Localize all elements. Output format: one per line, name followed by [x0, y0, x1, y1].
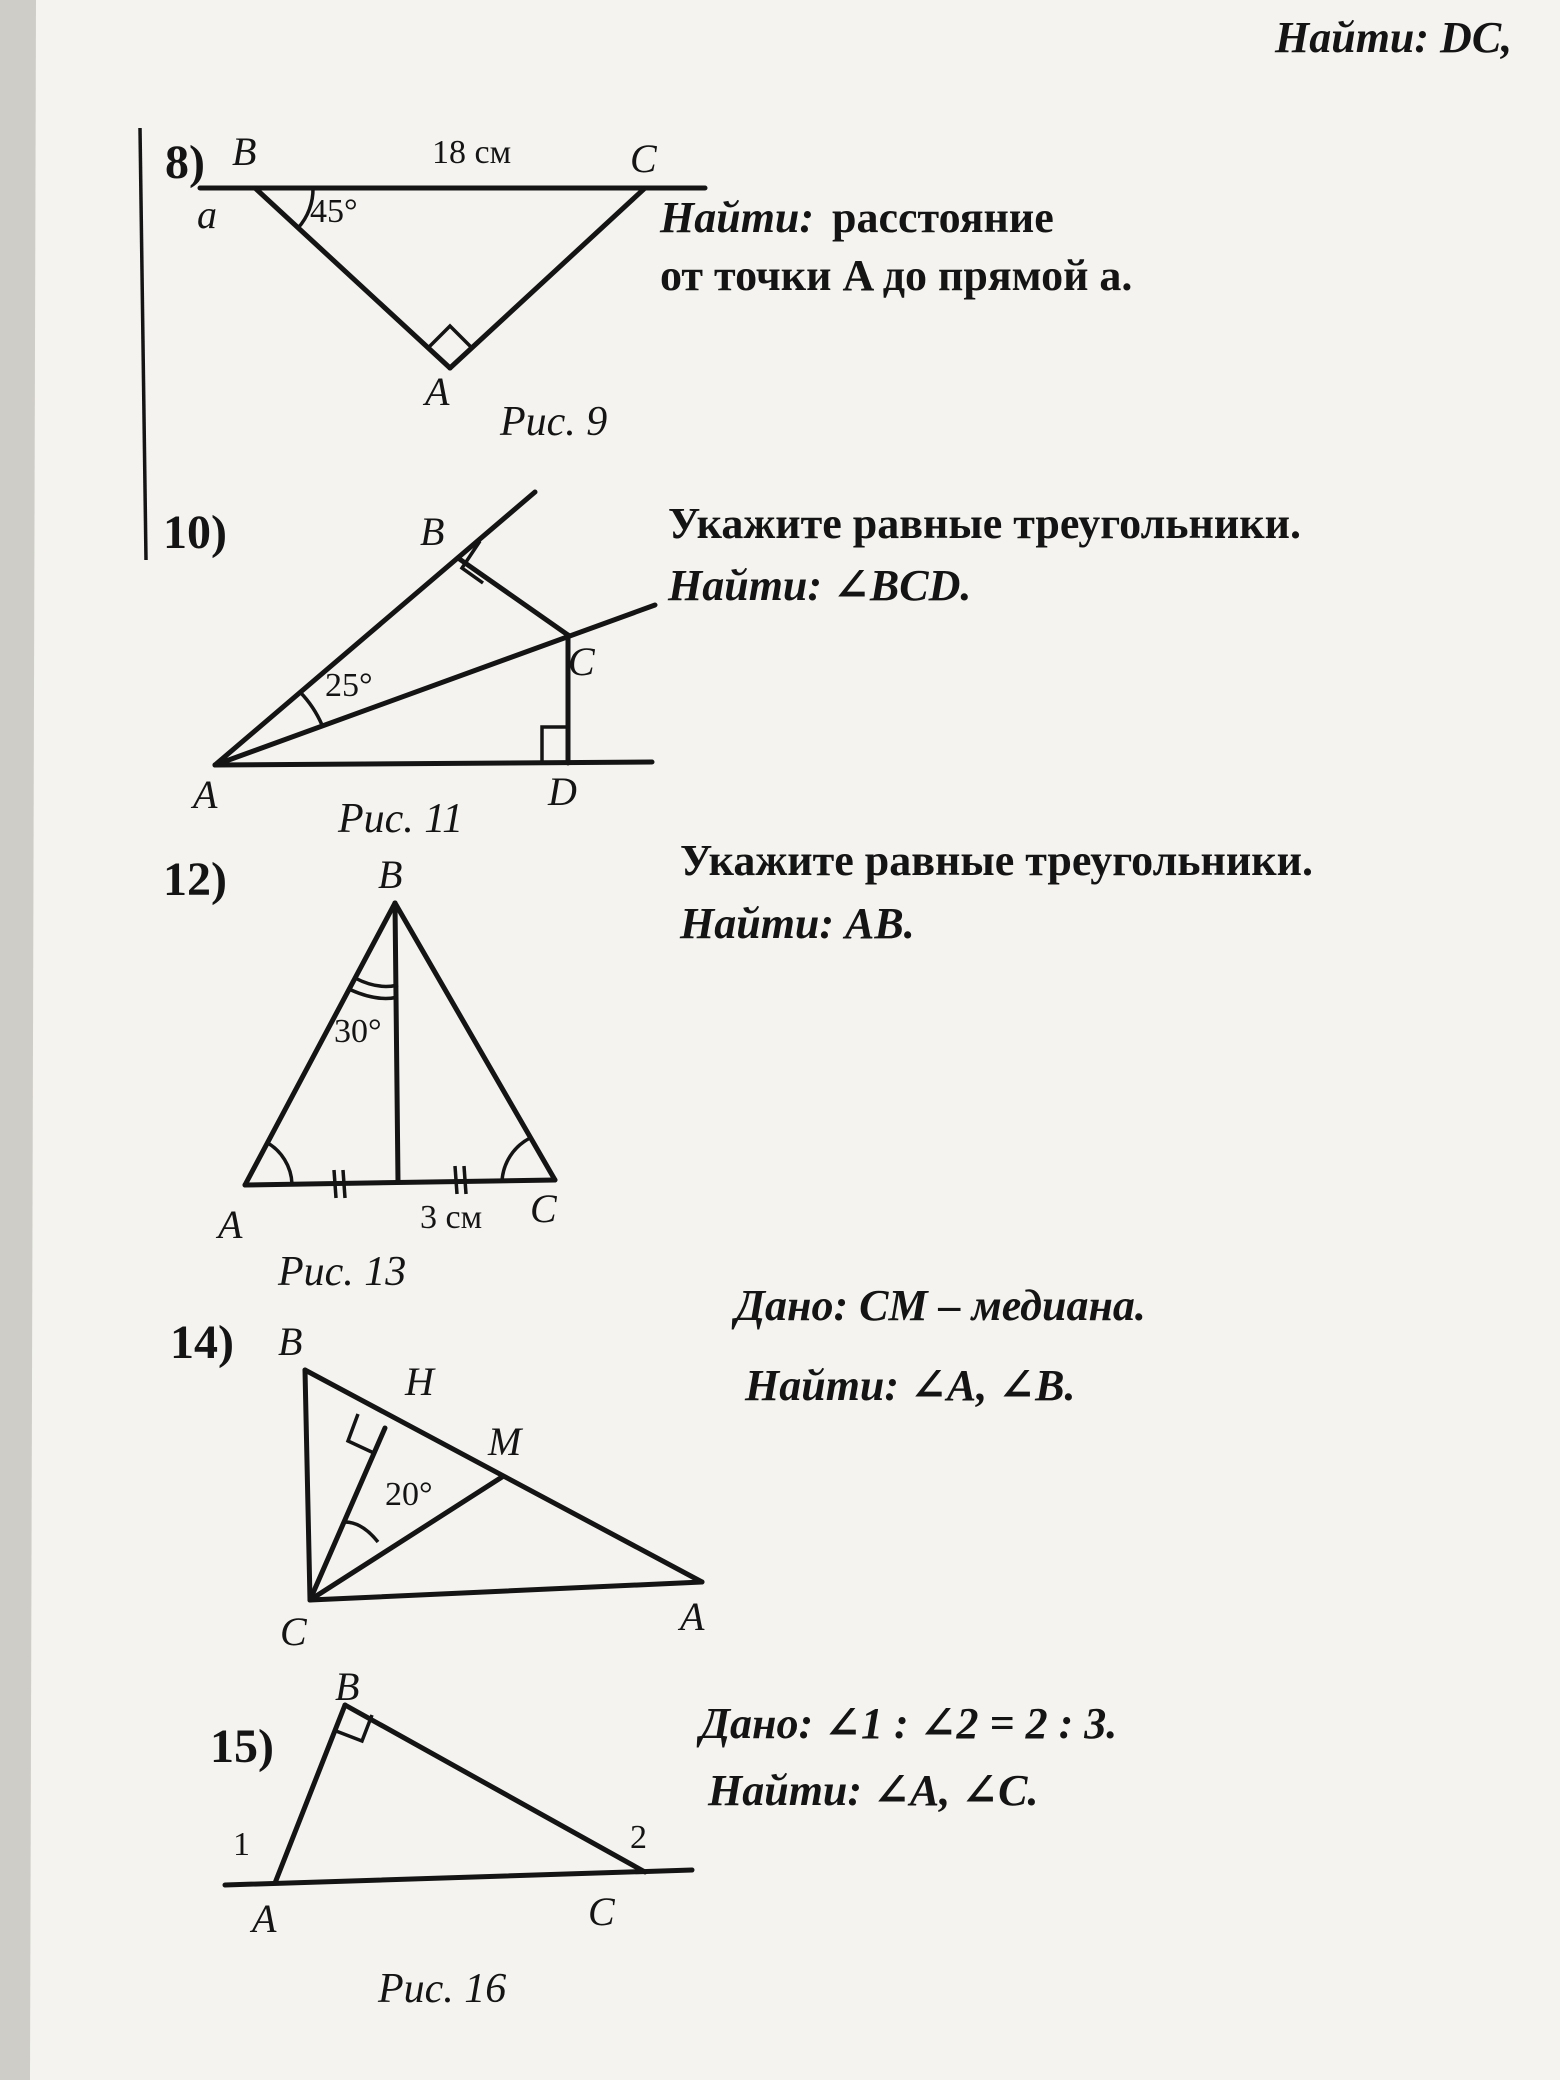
task-line2: от точки A до прямой a.: [660, 251, 1133, 300]
label-b: B: [278, 1319, 303, 1364]
problem-14-number: 14): [170, 1316, 234, 1369]
problem-12-number: 12): [163, 853, 227, 906]
label-c: C: [280, 1609, 307, 1654]
angle-20: 20°: [385, 1476, 433, 1513]
ray-ad: [215, 762, 652, 765]
problem-8-number: 8): [165, 136, 205, 189]
task-line1: Укажите равные треугольники.: [680, 836, 1313, 885]
label-a: A: [425, 369, 450, 414]
angle-25: 25°: [325, 667, 373, 704]
tick-right-2: [464, 1166, 466, 1194]
task-line1: Дано: ∠1 : ∠2 = 2 : 3.: [700, 1699, 1118, 1748]
label-b: B: [232, 129, 257, 174]
label-a: A: [252, 1896, 277, 1941]
label-c: C: [588, 1889, 615, 1934]
label-angle-1: 1: [233, 1826, 250, 1863]
tick-right-1: [455, 1166, 457, 1194]
label-a: A: [680, 1594, 705, 1639]
caption-fig11: Рис. 11: [338, 796, 464, 842]
label-m: M: [488, 1419, 522, 1464]
label-a: A: [218, 1202, 243, 1247]
task-line2: Найти: ∠BCD.: [668, 561, 972, 610]
altitude: [395, 903, 398, 1182]
caption-fig16: Рис. 16: [378, 1966, 507, 2012]
task-line1: расстояние: [832, 193, 1054, 242]
angle-30: 30°: [334, 1013, 382, 1050]
label-b: B: [420, 509, 445, 554]
problem-10-number: 10): [163, 506, 227, 559]
left-shadow: [0, 0, 36, 2080]
label-a: A: [193, 772, 218, 817]
label-d: D: [548, 769, 577, 814]
label-h: H: [405, 1359, 434, 1404]
tick-left-2: [343, 1170, 345, 1198]
label-b: B: [335, 1664, 360, 1709]
task-line1: Укажите равные треугольники.: [668, 499, 1301, 548]
label-angle-2: 2: [630, 1819, 647, 1856]
task-line2: Найти: AB.: [680, 899, 915, 948]
label-c: C: [630, 136, 657, 181]
task-line2: Найти: ∠A, ∠C.: [708, 1766, 1039, 1815]
label-line-a: a: [197, 192, 217, 237]
length-18: 18 см: [432, 134, 512, 171]
task-line2: Найти: ∠A, ∠B.: [745, 1361, 1076, 1410]
task-prefix: Найти:: [660, 193, 815, 242]
caption-fig9: Рис. 9: [500, 399, 608, 445]
caption-fig13: Рис. 13: [278, 1249, 407, 1295]
label-b: B: [378, 852, 403, 897]
label-c: C: [568, 639, 595, 684]
label-c: C: [530, 1186, 557, 1231]
tick-left-1: [334, 1170, 336, 1198]
problem-15-number: 15): [210, 1720, 274, 1773]
angle-45: 45°: [310, 193, 358, 230]
task-line1: Дано: CM – медиана.: [735, 1281, 1146, 1330]
header-text: Найти: DC,: [1275, 13, 1513, 62]
length-3: 3 см: [420, 1199, 483, 1236]
